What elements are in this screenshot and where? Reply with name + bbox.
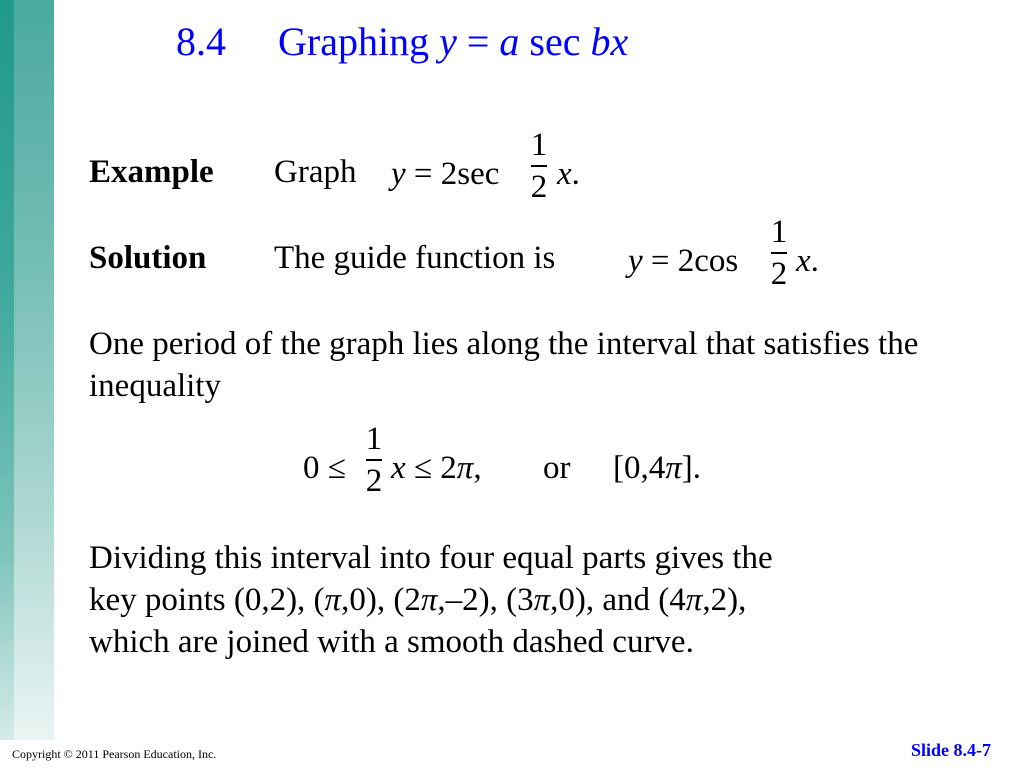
example-label: Example — [89, 154, 214, 190]
title-bx: bx — [590, 19, 629, 64]
pi-symbol: π — [533, 582, 551, 618]
example-eq-x: x — [557, 156, 572, 192]
solution-fraction — [764, 215, 794, 291]
interval-start: [0,4 — [613, 450, 666, 486]
solution-equation-end — [796, 243, 819, 280]
copyright-notice: Copyright © 2011 Pearson Education, Inc. — [12, 747, 217, 761]
inequality-or: or — [543, 450, 571, 486]
solution-text: The guide function is — [274, 240, 556, 276]
title-y: y — [439, 19, 457, 64]
key-points-text: ,–2), (3 — [437, 582, 534, 618]
solution-eq-y: y — [628, 243, 643, 279]
fraction-bar — [771, 252, 787, 254]
key-points-text: ,0), and (4 — [550, 582, 686, 618]
inequality-middle: ≤ 2 — [405, 450, 457, 486]
solution-eq-x: x — [796, 243, 811, 279]
pi-symbol: π — [324, 582, 342, 618]
example-frac-num: 1 — [530, 127, 548, 163]
example-frac-den: 2 — [530, 169, 548, 205]
inequality-right — [391, 450, 482, 487]
example-equation-end — [557, 156, 580, 193]
solution-frac-num: 1 — [770, 214, 788, 250]
solution-frac-den: 2 — [770, 256, 788, 292]
paragraph-key-points — [89, 537, 989, 663]
paragraph-period: One period of the graph lies along the interval that satisfies the inequality — [89, 326, 919, 404]
solution-eq-end: . — [810, 243, 819, 279]
section-number: 8.4 — [176, 19, 226, 64]
example-equation — [391, 156, 499, 193]
fraction-bar — [366, 459, 382, 461]
inequality-frac-num: 1 — [365, 421, 383, 457]
inequality-frac-den: 2 — [365, 463, 383, 499]
example-text: Graph — [274, 154, 357, 190]
inequality-fraction — [359, 422, 389, 498]
inequality-pi: π — [456, 450, 474, 486]
pi-symbol: π — [685, 582, 703, 618]
inequality-interval — [613, 450, 701, 487]
pi-symbol: π — [420, 582, 438, 618]
example-eq-y: y — [391, 156, 406, 192]
solution-eq-rest: = 2cos — [642, 243, 739, 279]
key-points-line-1: Dividing this interval into four equal parts gives the — [89, 540, 773, 576]
sidebar-gradient-light — [14, 0, 54, 740]
interval-end: ]. — [681, 450, 702, 486]
key-points-line-2 — [89, 579, 989, 621]
inequality-x: x — [391, 450, 406, 486]
title-a: a — [499, 19, 520, 64]
interval-pi: π — [665, 450, 682, 486]
key-points-text: ,0), (2 — [341, 582, 421, 618]
sidebar-gradient — [0, 0, 14, 740]
example-eq-end: . — [571, 156, 580, 192]
inequality-left: 0 ≤ — [303, 450, 346, 486]
title-eq: = — [456, 19, 500, 64]
example-fraction — [524, 128, 554, 204]
solution-equation — [628, 243, 738, 280]
inequality-comma: , — [473, 450, 482, 486]
example-eq-rest: = 2sec — [405, 156, 500, 192]
title-sec: sec — [519, 19, 591, 64]
slide-title — [176, 18, 628, 66]
key-points-text: key points (0,2), ( — [89, 582, 325, 618]
slide-number: Slide 8.4-7 — [910, 740, 991, 760]
solution-label: Solution — [89, 240, 207, 276]
key-points-text: ,2), — [702, 582, 747, 618]
fraction-bar — [531, 165, 547, 167]
key-points-line-3: which are joined with a smooth dashed curve. — [89, 624, 694, 660]
title-prefix: Graphing — [278, 19, 440, 64]
